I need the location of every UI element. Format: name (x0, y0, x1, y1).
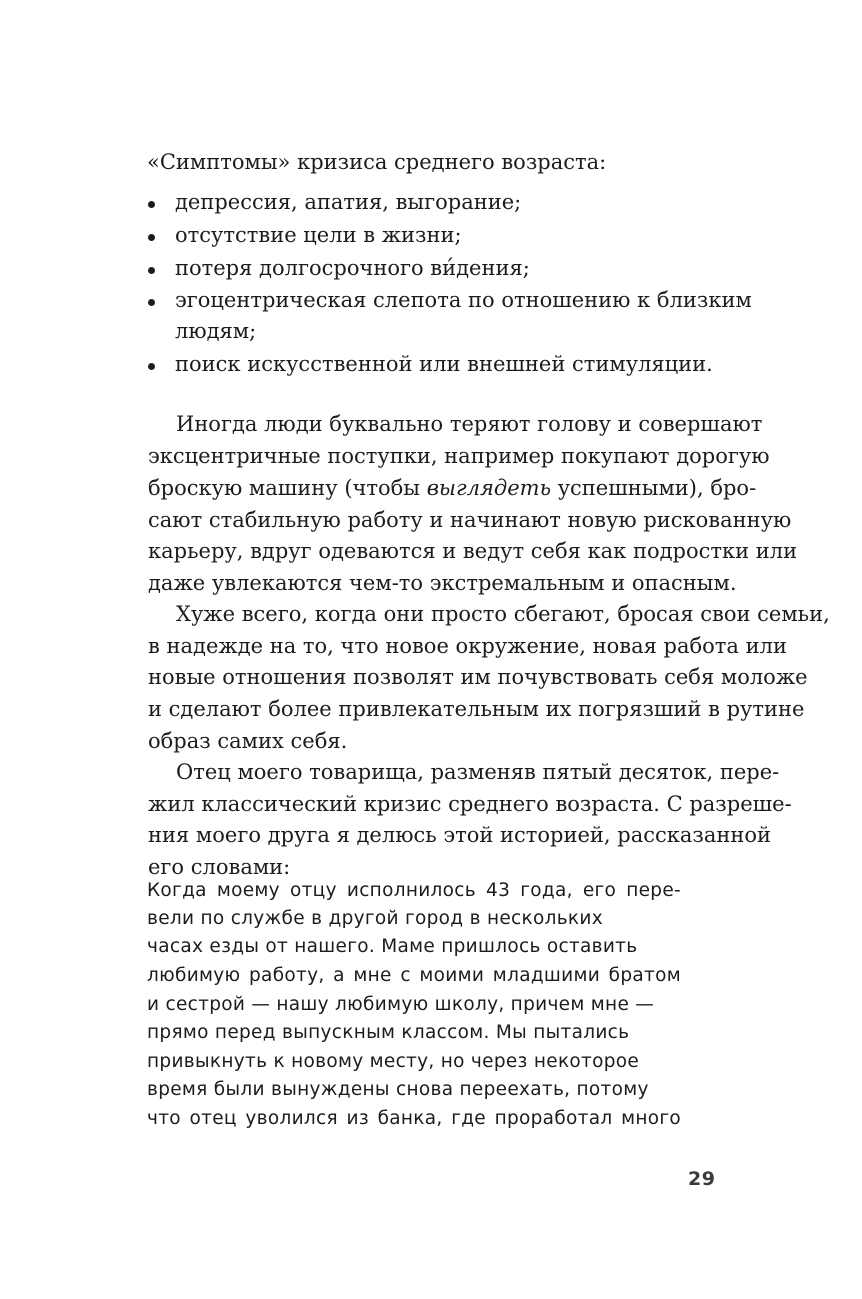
paragraph-line: Иногда люди буквально теряют голову и совершают (176, 412, 763, 436)
paragraph-line: новые отношения позволят им почувствовать себя моложе (148, 665, 808, 689)
paragraph-line: ния моего друга я делюсь этой историей, рассказанной (148, 823, 772, 847)
quote-line: Когда моему отцу исполнилось 43 года, его пере- (147, 880, 681, 901)
bullet-icon (148, 267, 155, 274)
paragraph-line: Хуже всего, когда они просто сбегают, бросая свои семьи, (176, 602, 830, 626)
paragraph-line: карьеру, вдруг одеваются и ведут себя как подростки или (148, 539, 798, 563)
list-intro: «Симптомы» кризиса среднего возраста: (147, 150, 607, 174)
paragraph-line: броскую машину (чтобы выглядеть успешными), бро- (148, 476, 757, 500)
paragraph-line: в надежде на то, что новое окружение, новая работа или (148, 634, 787, 658)
paragraph-line: его словами: (148, 855, 291, 879)
emphasis: выглядеть (426, 476, 552, 500)
paragraph-line: образ самих себя. (148, 729, 348, 753)
quote-line: часах езды от нашего. Маме пришлось оставить (147, 936, 638, 957)
list-item: эгоцентрическая слепота по отношению к близким (175, 288, 752, 312)
quote-line: вели по службе в другой город в нескольких (147, 908, 603, 929)
list-item-continuation: людям; (175, 319, 257, 343)
paragraph-line: и сделают более привлекательным их погрязший в рутине (148, 697, 805, 721)
quote-line: что отец уволился из банка, где проработал много (147, 1108, 681, 1129)
page-number: 29 (688, 1168, 716, 1190)
bullet-icon (148, 234, 155, 241)
paragraph-line: эксцентричные поступки, например покупают дорогую (148, 444, 770, 468)
quote-line: привыкнуть к новому месту, но через некоторое (147, 1051, 640, 1072)
bullet-icon (148, 299, 155, 306)
list-item: поиск искусственной или внешней стимуляции. (175, 352, 713, 376)
quote-line: время были вынуждены снова переехать, потому (147, 1079, 649, 1100)
list-item: потеря долгосрочного ви́дения; (175, 256, 530, 280)
paragraph-line: жил классический кризис среднего возраста. С разреше- (148, 792, 792, 816)
list-item: отсутствие цели в жизни; (175, 223, 462, 247)
quote-line: прямо перед выпускным классом. Мы пытались (147, 1022, 630, 1043)
quote-line: любимую работу, а мне с моими младшими братом (147, 965, 681, 986)
paragraph-line: Отец моего товарища, разменяв пятый десяток, пере- (176, 760, 780, 784)
paragraph-line: даже увлекаются чем-то экстремальным и опасным. (148, 571, 737, 595)
quote-line: и сестрой — нашу любимую школу, причем мне — (147, 994, 655, 1015)
paragraph-line: сают стабильную работу и начинают новую рискованную (148, 508, 792, 532)
bullet-icon (148, 201, 155, 208)
list-item: депрессия, апатия, выгорание; (175, 190, 522, 214)
bullet-icon (148, 363, 155, 370)
